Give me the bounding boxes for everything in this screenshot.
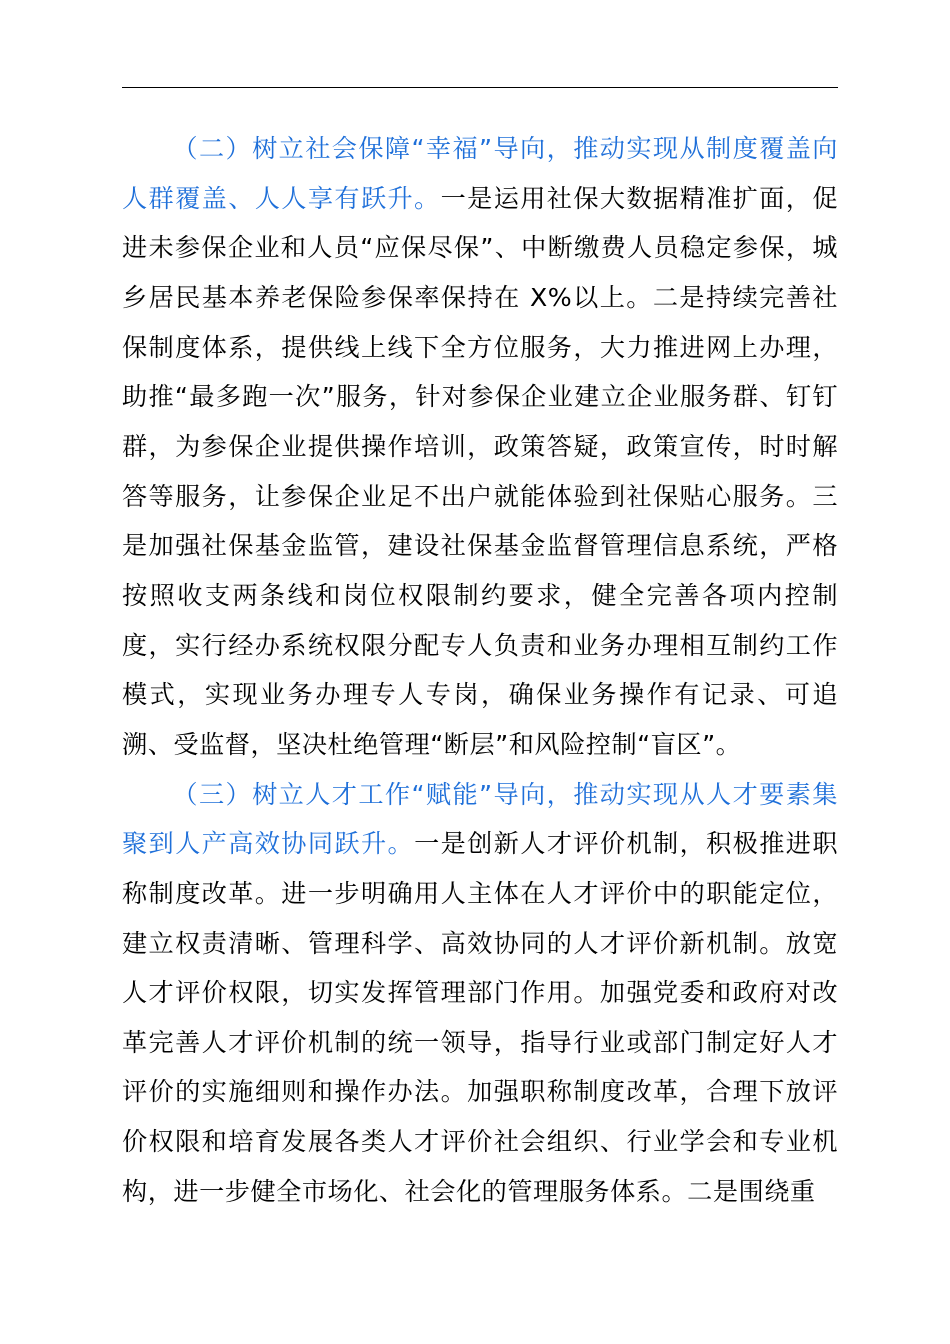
section-heading-3: （三）树立人才工作“赋能”导向，推动实现从人才要素集聚到人产高效协同跃升。 <box>122 779 838 859</box>
section-body-3: 一是创新人才评价机制，积极推进职称制度改革。进一步明确用人主体在人才评价中的职能定位，建立权责清晰、管理科学、高效协同的人才评价新机制。放宽人才评价权限，切实发挥管理部门作用。加强党委和政府对改革完善人才评价机制的统一领导，指导行业或部门制定好人才评价的实施细则和操作办法。加强职称制度改革，合理下放评价权限和培育发展各类人才评价社会组织、行业学会和专业机构，进一步健全市场化、社会化的管理服务体系。二是围绕重 <box>122 829 839 1206</box>
header-rule <box>122 87 838 88</box>
section-body-2: 一是运用社保大数据精准扩面，促进未参保企业和人员“应保尽保”、中断缴费人员稳定参保，城乡居民基本养老保险参保率保持在 X%以上。二是持续完善社保制度体系，提供线上线下全方位服务，大力推进网上办理，助推“最多跑一次”服务，针对参保企业建立企业服务群、钉钉群，为参保企业提供操作培训，政策答疑，政策宣传，时时解答等服务，让参保企业足不出户就能体验到社保贴心服务。三是加强社保基金监管，建设社保基金监督管理信息系统，严格按照收支两条线和岗位权限制约要求，健全完善各项内控制度，实行经办系统权限分配专人负责和业务办理相互制约工作模式，实现业务办理专人专岗，确保业务操作有记录、可追溯、受监督，坚决杜绝管理“断层”和风险控制“盲区”。 <box>122 183 839 759</box>
paragraph-section-3 <box>122 770 838 1217</box>
section-heading-2: （二）树立社会保障“幸福”导向，推动实现从制度覆盖向人群覆盖、人人享有跃升。 <box>122 134 838 213</box>
paragraph-section-2 <box>122 124 838 770</box>
document-body <box>122 124 838 1216</box>
